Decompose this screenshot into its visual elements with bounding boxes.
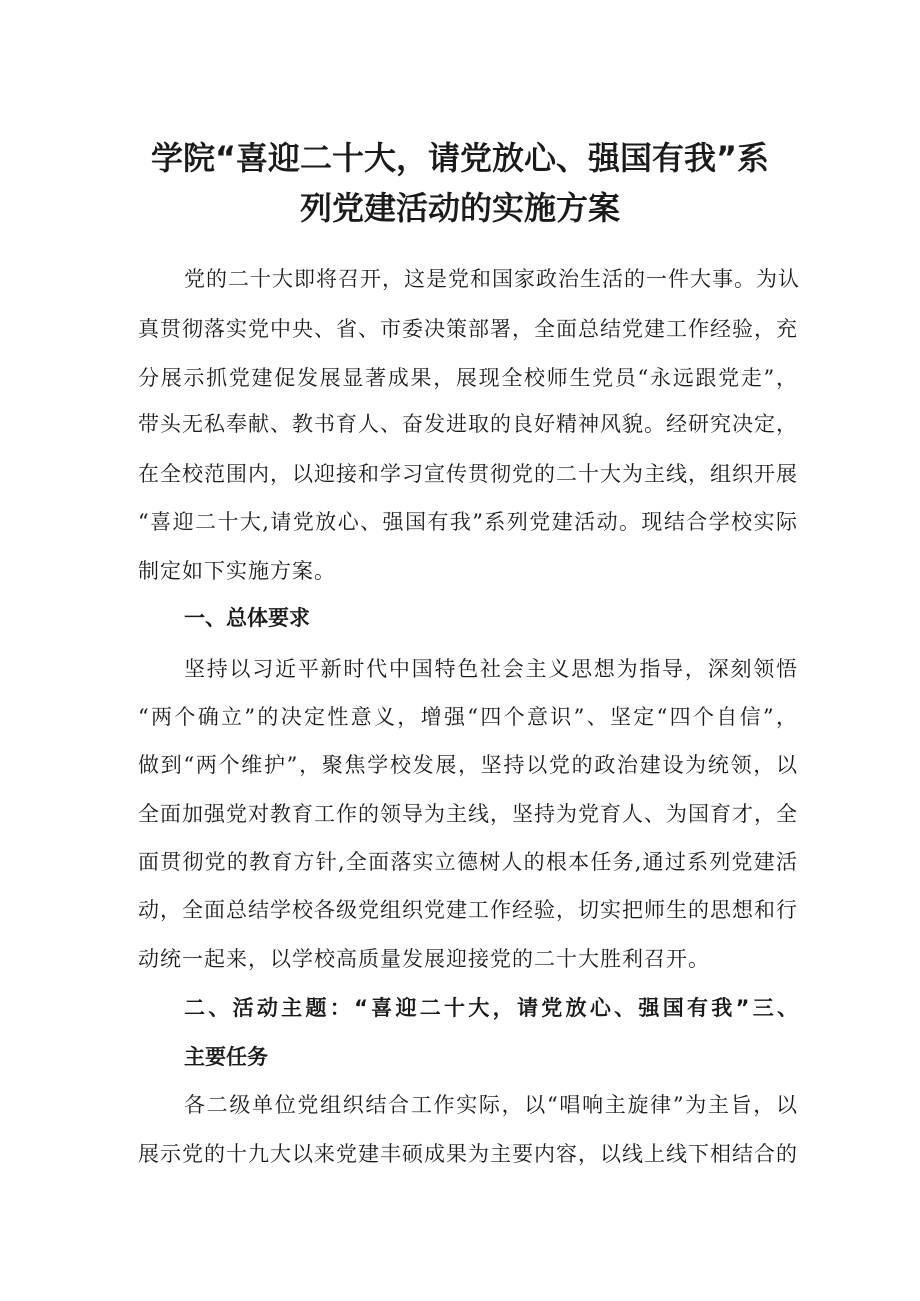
paragraph-line: 分展示抓党建促发展显著成果，展现全校师生党员“永远跟党走”，: [138, 366, 798, 390]
paragraph-line: “两个确立”的决定性意义，增强“四个意识”、坚定“四个自信”，: [138, 705, 798, 729]
paragraph-line: 动，全面总结学校各级党组织党建工作经验，切实把师生的思想和行: [138, 898, 798, 922]
paragraph-line: 面贯彻党的教育方针,全面落实立德树人的根本任务,通过系列党建活: [138, 850, 798, 874]
paragraph-line: 坚持以习近平新时代中国特色社会主义思想为指导，深刻领悟: [184, 657, 798, 681]
paragraph-line: “喜迎二十大,请党放心、强国有我”系列党建活动。现结合学校实际: [138, 510, 798, 534]
paragraph-line: 制定如下实施方案。: [138, 559, 336, 583]
paragraph-line: 真贯彻落实党中央、省、市委决策部署，全面总结党建工作经验，充: [138, 317, 798, 341]
paragraph-line: 党的二十大即将召开，这是党和国家政治生活的一件大事。为认: [184, 267, 800, 291]
document-title-line-1: 学院“喜迎二十大，请党放心、强国有我”系: [150, 139, 770, 177]
document-title-line-2: 列党建活动的实施方案: [299, 189, 620, 227]
section-heading: 一、总体要求: [184, 606, 310, 630]
paragraph-line: 在全校范围内，以迎接和学习宣传贯彻党的二十大为主线，组织开展: [138, 462, 798, 486]
paragraph-line: 展示党的十九大以来党建丰硕成果为主要内容，以线上线下相结合的: [138, 1142, 798, 1166]
paragraph-line: 动统一起来，以学校高质量发展迎接党的二十大胜利召开。: [138, 947, 710, 971]
paragraph-line: 全面加强党对教育工作的领导为主线，坚持为党育人、为国育才，全: [138, 802, 798, 826]
paragraph-line: 各二级单位党组织结合工作实际，以“唱响主旋律”为主旨，以: [184, 1093, 798, 1117]
paragraph-line: 做到“两个维护”，聚焦学校发展，坚持以党的政治建设为统领，以: [138, 753, 798, 777]
paragraph-line: 带头无私奉献、教书育人、奋发进取的良好精神风貌。经研究决定，: [138, 412, 798, 436]
section-heading: 主要任务: [184, 1045, 268, 1069]
section-heading: 二、活动主题：“喜迎二十大，请党放心、强国有我”三、: [184, 996, 798, 1020]
